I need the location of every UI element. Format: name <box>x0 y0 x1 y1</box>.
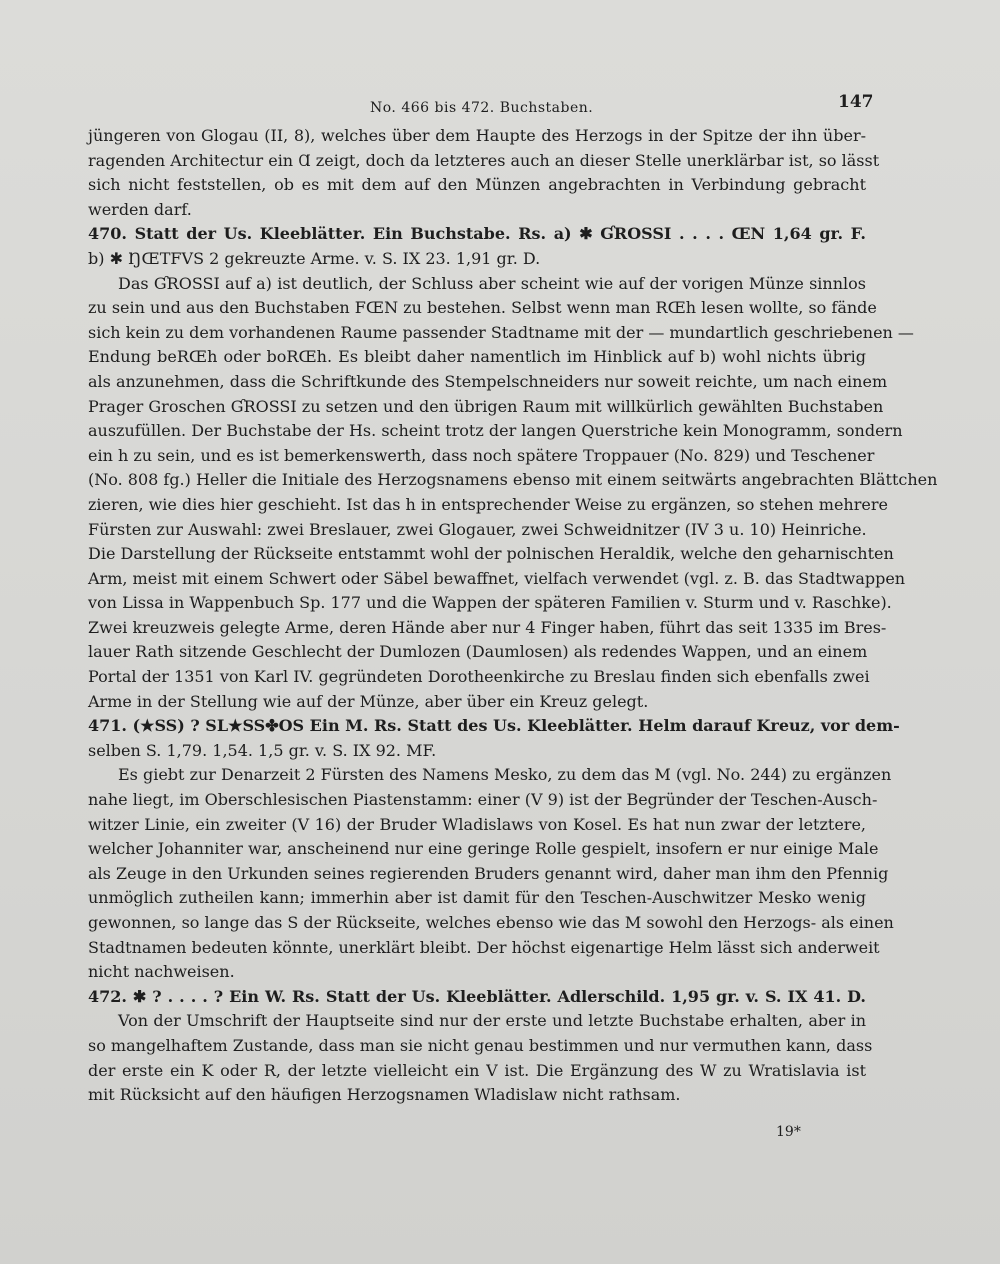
entry-470-heading: 470. Statt der Us. Kleeblätter. Ein Buchstabe. Rs. a) ✱ ƓROSSI . . . . ŒN 1,64 gr. F. <box>88 224 866 244</box>
text-line: Portal der 1351 von Karl IV. gegründeten Dorotheenkirche zu Breslau finden sich ebenfalls zwei <box>88 667 870 687</box>
text-line: zu sein und aus den Buchstaben FŒN zu bestehen. Selbst wenn man RŒh lesen wollte, so fände <box>88 298 877 318</box>
text-line: werden darf. <box>88 199 192 219</box>
text-line: Die Darstellung der Rückseite entstammt wohl der polnischen Heraldik, welche den geharnischten <box>88 544 894 564</box>
text-line: Prager Groschen ƓROSSI zu setzen und den übrigen Raum mit willkürlich gewählten Buchstaben <box>88 396 884 416</box>
entry-472-heading: 472. ✱ ? . . . . ? Ein W. Rs. Statt der Us. Kleeblätter. Adlerschild. 1,95 gr. v. S. IX 41. D. <box>88 986 866 1006</box>
body-text <box>88 124 938 1108</box>
text-line: als Zeuge in den Urkunden seines regierenden Bruders genannt wird, daher man ihm den Pfennig <box>88 863 889 883</box>
text-line: Arme in der Stellung wie auf der Münze, aber über ein Kreuz gelegt. <box>88 691 649 711</box>
text-line: mit Rücksicht auf den häufigen Herzogsnamen Wladislaw nicht rathsam. <box>88 1085 681 1105</box>
text-line: Das ƓROSSI auf a) ist deutlich, der Schluss aber scheint wie auf der vorigen Münze sinnlos <box>118 273 866 293</box>
text-line: unmöglich zutheilen kann; immerhin aber ist damit für den Teschen-Auschwitzer Mesko wenig <box>88 888 866 908</box>
text-line: (No. 808 fg.) Heller die Initiale des Herzogsnamens ebenso mit einem seitwärts angebrachten Blättchen <box>88 470 938 490</box>
text-line: jüngeren von Glogau (II, 8), welches über dem Haupte des Herzogs in der Spitze der ihn über- <box>88 126 866 145</box>
text-line: Stadtnamen bedeuten könnte, unerklärt bleibt. Der höchst eigenartige Helm lässt sich anderweit <box>88 937 880 957</box>
signature-mark: 19* <box>776 1124 801 1140</box>
text-line: witzer Linie, ein zweiter (V 16) der Bruder Wladislaws von Kosel. Es hat nun zwar der letztere, <box>88 814 866 834</box>
page-number: 147 <box>838 92 874 112</box>
text-line: sich nicht feststellen, ob es mit dem auf den Münzen angebrachten in Verbindung gebracht <box>88 175 866 195</box>
text-line: so mangelhaftem Zustande, dass man sie nicht genau bestimmen und nur vermuthen kann, dass <box>88 1035 873 1055</box>
entry-471-heading: 471. (★SS) ? SL★SS✤OS Ein M. Rs. Statt des Us. Kleeblätter. Helm darauf Kreuz, vor dem- <box>88 716 900 736</box>
text-line: b) ✱ ŊŒTFVS 2 gekreuzte Arme. v. S. IX 23. 1,91 gr. D. <box>88 248 541 268</box>
text-line: auszufüllen. Der Buchstabe der Hs. scheint trotz der langen Querstriche kein Monogramm, sondern <box>88 421 903 441</box>
text-line: selben S. 1,79. 1,54. 1,5 gr. v. S. IX 92. MF. <box>88 740 437 760</box>
running-header: No. 466 bis 472. Buchstaben. <box>370 100 594 116</box>
text-line: nicht nachweisen. <box>88 962 235 982</box>
text-line: Es giebt zur Denarzeit 2 Fürsten des Namens Mesko, zu dem das M (vgl. No. 244) zu ergänzen <box>118 765 892 785</box>
text-line: Endung beRŒh oder boRŒh. Es bleibt daher namentlich im Hinblick auf b) wohl nichts übrig <box>88 347 866 367</box>
text-line: Arm, meist mit einem Schwert oder Säbel bewaffnet, vielfach verwendet (vgl. z. B. das Stadtwappen <box>88 568 906 588</box>
text-line: zieren, wie dies hier geschieht. Ist das h in entsprechender Weise zu ergänzen, so stehen mehrere <box>88 494 888 514</box>
text-line: ragenden Architectur ein Ɑ zeigt, doch da letzteres auch an dieser Stelle unerklärbar ist, so lässt <box>88 150 880 170</box>
text-line: von Lissa in Wappenbuch Sp. 177 und die Wappen der späteren Familien v. Sturm und v. Raschke). <box>88 593 892 613</box>
text-line: ein h zu sein, und es ist bemerkenswerth, dass noch spätere Troppauer (No. 829) und Teschener <box>88 445 875 465</box>
text-line: Von der Umschrift der Hauptseite sind nur der erste und letzte Buchstabe erhalten, aber in <box>118 1011 866 1031</box>
text-line: lauer Rath sitzende Geschlecht der Dumlozen (Daumlosen) als redendes Wappen, und an einem <box>88 642 868 662</box>
text-line: Zwei kreuzweis gelegte Arme, deren Hände aber nur 4 Finger haben, führt das seit 1335 im Bres- <box>88 617 887 637</box>
text-line: Fürsten zur Auswahl: zwei Breslauer, zwei Glogauer, zwei Schweidnitzer (IV 3 u. 10) Heinriche. <box>88 519 867 539</box>
text-line: als anzunehmen, dass die Schriftkunde des Stempelschneiders nur soweit reichte, um nach einem <box>88 371 888 391</box>
text-line: der erste ein K oder R, der letzte vielleicht ein V ist. Die Ergänzung des W zu Wratislavia ist <box>88 1060 866 1080</box>
text-line: sich kein zu dem vorhandenen Raume passender Stadtname mit der — mundartlich geschriebenen — <box>88 322 914 342</box>
text-line: welcher Johanniter war, anscheinend nur eine geringe Rolle gespielt, insofern er nur einige Male <box>88 839 879 859</box>
text-line: nahe liegt, im Oberschlesischen Piastenstamm: einer (V 9) ist der Begründer der Teschen-Ausch- <box>88 790 878 810</box>
text-line: gewonnen, so lange das S der Rückseite, welches ebenso wie das M sowohl den Herzogs- als einen <box>88 913 894 932</box>
